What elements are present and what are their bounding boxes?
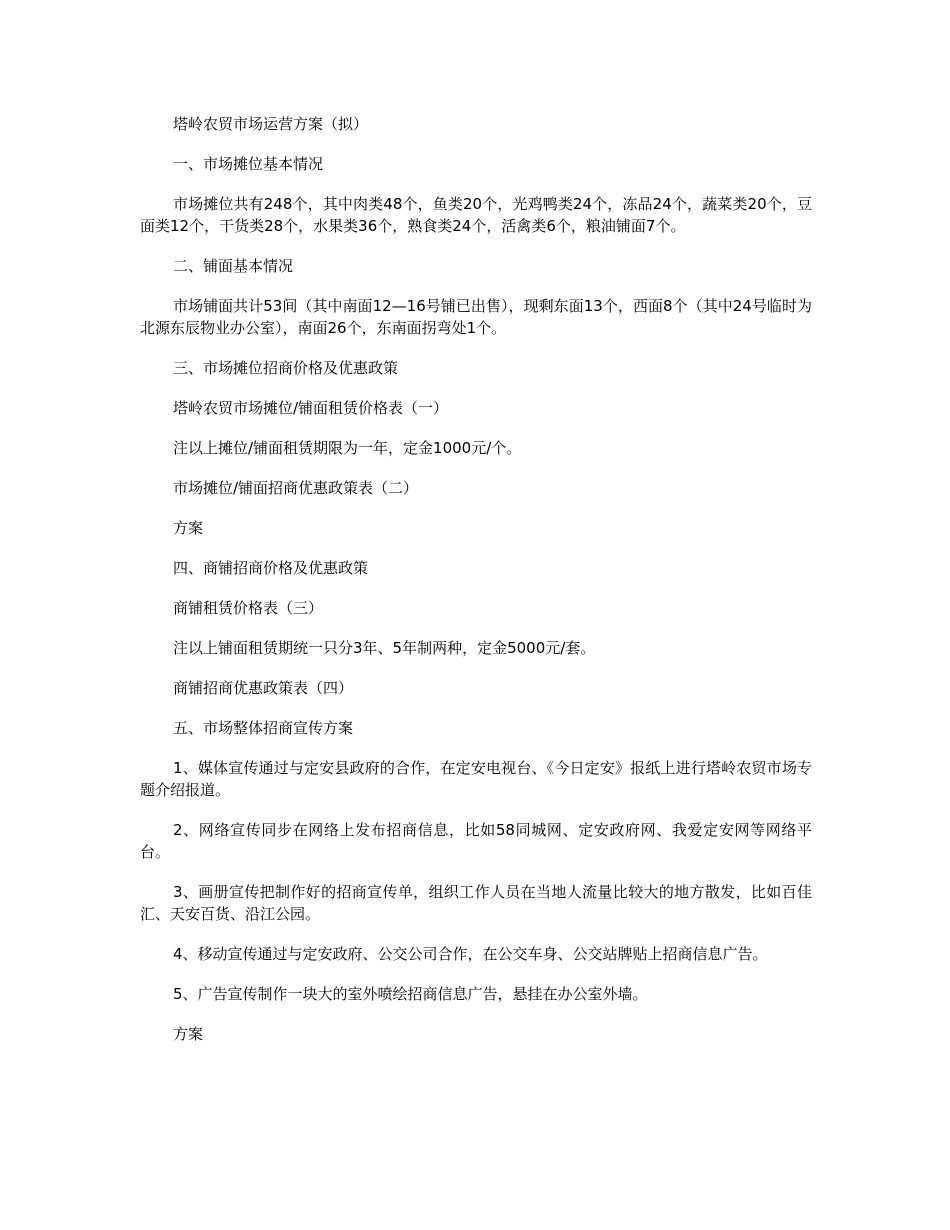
paragraph-plan-label: 方案 <box>173 519 204 537</box>
document-body <box>140 113 812 1063</box>
paragraph-stall-overview: 市场摊位共有248个，其中肉类48个，鱼类20个，光鸡鸭类24个，冻品24个，蔬菜类20个，豆面类12个，干货类28个，水果类36个，熟食类24个，活禽类6个，粮油铺面7个。 <box>140 195 812 235</box>
list-item-online: 2、网络宣传同步在网络上发布招商信息，比如58同城网、定安政府网、我爱定安网等网络平台。 <box>140 821 812 861</box>
section-heading-3: 三、市场摊位招商价格及优惠政策 <box>173 359 399 377</box>
paragraph-plan-label-end: 方案 <box>173 1025 204 1043</box>
list-item-billboard: 5、广告宣传制作一块大的室外喷绘招商信息广告，悬挂在办公室外墙。 <box>173 985 648 1003</box>
note-stall-deposit: 注以上摊位/铺面租赁期限为一年，定金1000元/个。 <box>173 439 522 457</box>
section-heading-1: 一、市场摊位基本情况 <box>173 155 324 173</box>
table-caption-4: 商铺招商优惠政策表（四） <box>173 679 354 697</box>
note-shop-deposit: 注以上铺面租赁期统一只分3年、5年制两种，定金5000元/套。 <box>173 639 596 657</box>
table-caption-1: 塔岭农贸市场摊位/铺面租赁价格表（一） <box>173 399 449 417</box>
paragraph-shop-overview: 市场铺面共计53间（其中南面12—16号铺已出售），现剩东面13个，西面8个（其中24号临时为北源东辰物业办公室），南面26个，东南面拐弯处1个。 <box>140 297 812 337</box>
list-item-mobile: 4、移动宣传通过与定安政府、公交公司合作，在公交车身、公交站牌贴上招商信息广告。 <box>173 945 768 963</box>
section-heading-4: 四、商铺招商价格及优惠政策 <box>173 559 369 577</box>
section-heading-2: 二、铺面基本情况 <box>173 257 294 275</box>
table-caption-2: 市场摊位/铺面招商优惠政策表（二） <box>173 479 419 497</box>
list-item-brochure: 3、画册宣传把制作好的招商宣传单，组织工作人员在当地人流量比较大的地方散发，比如百佳汇、天安百货、沿江公园。 <box>140 883 812 923</box>
section-heading-5: 五、市场整体招商宣传方案 <box>173 719 354 737</box>
document-title: 塔岭农贸市场运营方案（拟） <box>173 115 369 133</box>
list-item-media: 1、媒体宣传通过与定安县政府的合作，在定安电视台、《今日定安》报纸上进行塔岭农贸市场专题介绍报道。 <box>140 759 812 799</box>
table-caption-3: 商铺租赁价格表（三） <box>173 599 324 617</box>
